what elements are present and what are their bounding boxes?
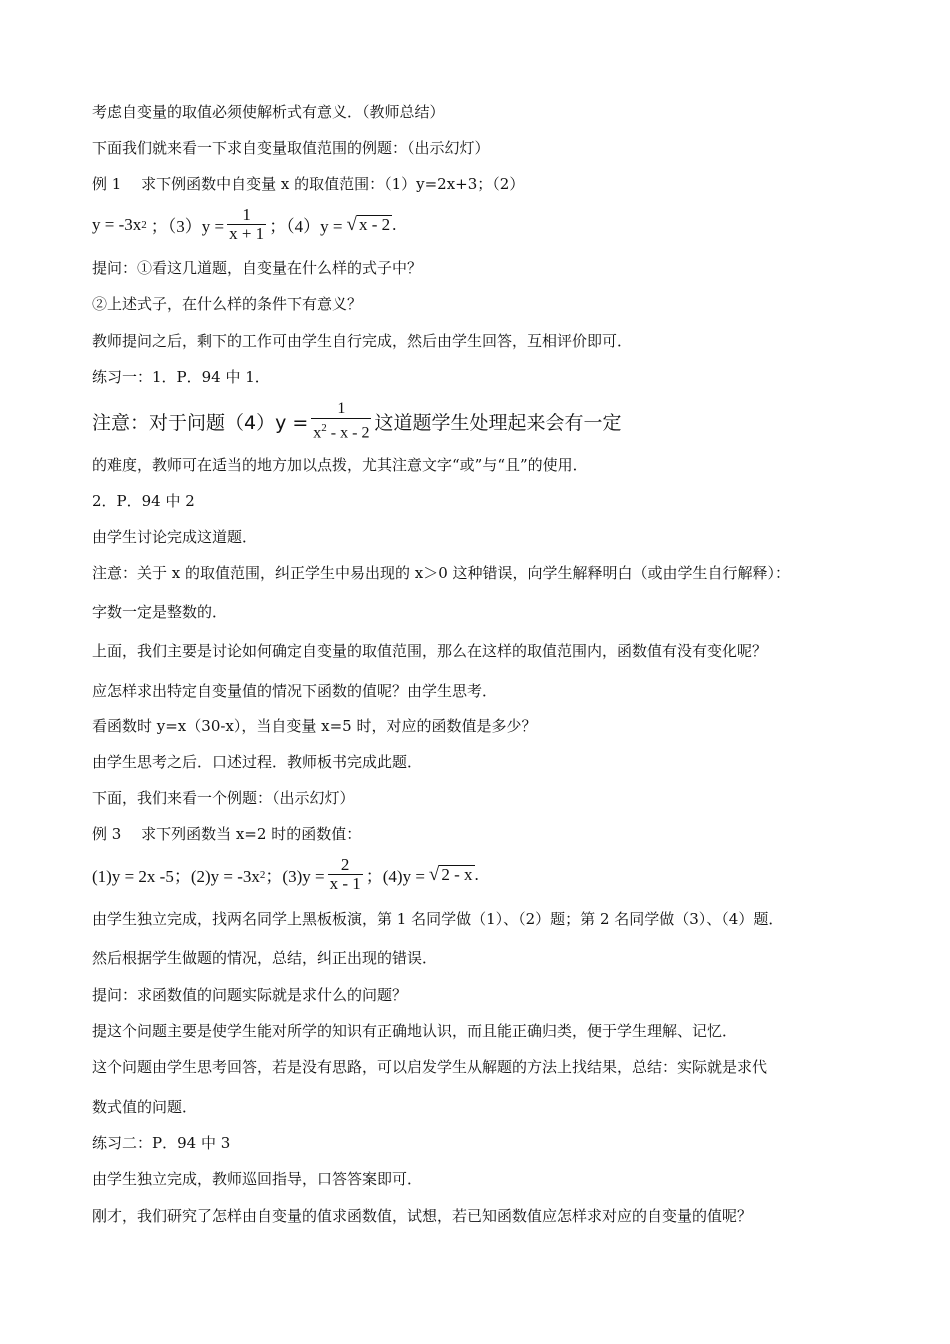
text-line: 提问：①看这几道题，自变量在什么样的式子中？ (92, 259, 423, 277)
fraction (311, 400, 371, 442)
math-expr: ；（3）y = (150, 217, 225, 236)
note-lead: 注意：对于问题（4）y = (92, 411, 309, 434)
radicand: 2 - x (441, 864, 473, 884)
text-line: 数式值的问题． (92, 1098, 198, 1116)
fraction-denominator (311, 418, 371, 442)
fraction (328, 856, 363, 893)
math-expr: y = -3x (92, 214, 142, 234)
radical-sign: √ (428, 863, 440, 885)
text-line: 由学生思考之后．口述过程．教师板书完成此题． (92, 753, 423, 771)
text-line: 下面，我们来看一个例题：（出示幻灯） (92, 789, 355, 807)
text-line: 刚才，我们研究了怎样由自变量的值求函数值，试想，若已知函数值应怎样求对应的自变量的值呢？ (92, 1207, 753, 1225)
fraction (227, 206, 266, 243)
text-line: 由学生讨论完成这道题． (92, 528, 258, 546)
radicand: x - 2 (358, 214, 391, 234)
text-line: 的难度，教师可在适当的地方加以点拨，尤其注意文字“或”与“且”的使用． (92, 456, 588, 474)
text-line: 下面我们就来看一下求自变量取值范围的例题：（出示幻灯） (92, 139, 490, 157)
math-expr: ；(3)y = (265, 867, 325, 886)
text-line: 练习二：P．94 中 3 (92, 1134, 231, 1152)
text-line: 提问：求函数值的问题实际就是求什么的问题？ (92, 986, 408, 1004)
math-exponent: 2 (321, 422, 327, 434)
text-line: 上面，我们主要是讨论如何确定自变量的取值范围，那么在这样的取值范围内，函数值有没有变化呢？ (92, 642, 768, 660)
fraction-denominator: x + 1 (229, 224, 265, 243)
text-line: 考虑自变量的取值必须使解析式有意义．（教师总结） (92, 103, 445, 121)
text-line: 2．P．94 中 2 (92, 492, 195, 510)
fraction-numerator: 1 (337, 400, 346, 417)
text-line: 然后根据学生做题的情况，总结，纠正出现的错误． (92, 949, 438, 967)
math-expr: . (392, 214, 397, 234)
math-line-example1 (92, 206, 396, 243)
denominator-base: x (313, 424, 322, 442)
note-tail: 这道题学生处理起来会有一定 (374, 411, 622, 434)
math-expr: ；（4）y = (269, 217, 343, 236)
text-line: 注意：关于 x 的取值范围，纠正学生中易出现的 x＞0 这种错误，向学生解释明白（或由学生自行解释）： (92, 564, 791, 582)
text-line: 提这个问题主要是使学生能对所学的知识有正确地认识，而且能正确归类，便于学生理解、记忆． (92, 1022, 738, 1040)
text-line: 例 3 求下列函数当 x=2 时的函数值： (92, 825, 362, 843)
text-line: ②上述式子，在什么样的条件下有意义？ (92, 295, 363, 313)
text-line: 字数一定是整数的． (92, 603, 228, 621)
text-line: 由学生独立完成，教师巡回指导，口答答案即可． (92, 1170, 423, 1188)
math-exponent: 2 (141, 218, 147, 231)
math-expr: . (474, 864, 479, 884)
text-line: 例 1 求下例函数中自变量 x 的取值范围：（1）y=2x+3；（2） (92, 175, 525, 193)
text-line: 这个问题由学生思考回答，若是没有思路，可以启发学生从解题的方法上找结果，总结：实际就是求代 (92, 1058, 768, 1076)
math-expr: (1)y = 2x -5；(2)y = -3x (92, 867, 260, 886)
text-line: 由学生独立完成，找两名同学上黑板板演，第 1 名同学做（1）、（2）题；第 2 名同学做（3）、（4）题． (92, 910, 784, 928)
text-line: 练习一：1．P．94 中 1． (92, 368, 270, 386)
fraction-numerator: 2 (340, 855, 350, 874)
math-exponent: 2 (259, 868, 266, 881)
text-line: 应怎样求出特定自变量值的情况下函数的值呢？由学生思考． (92, 682, 498, 700)
square-root (347, 215, 393, 235)
math-line-example3 (92, 856, 479, 893)
fraction-denominator: x - 1 (329, 874, 361, 893)
note-line (92, 400, 621, 442)
math-expr: ；(4)y = (365, 867, 425, 886)
fraction-numerator: 1 (242, 205, 251, 224)
text-line: 教师提问之后，剩下的工作可由学生自行完成，然后由学生回答，互相评价即可． (92, 332, 633, 350)
text-line: 看函数时 y=x（30-x），当自变量 x=5 时，对应的函数值是多少？ (92, 717, 537, 735)
square-root (429, 865, 475, 885)
denominator-rest: - x - 2 (326, 424, 370, 442)
radical-sign: √ (346, 213, 357, 235)
